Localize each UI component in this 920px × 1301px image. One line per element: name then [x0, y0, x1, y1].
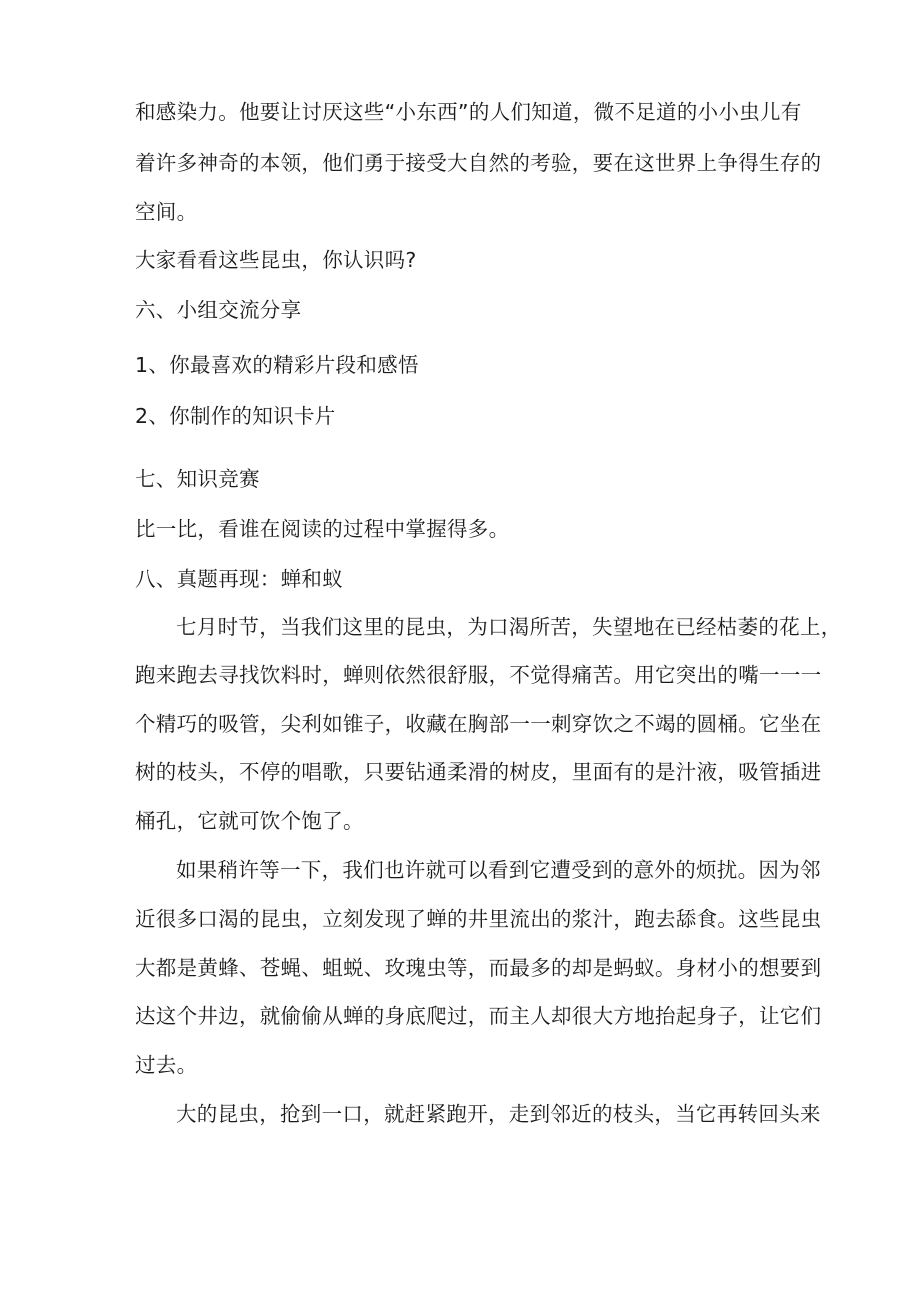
text-line: 空间。 [135, 200, 198, 224]
paragraph-line: 跑来跑去寻找饮料时，蝉则依然很舒服，不觉得痛苦。用它突出的嘴一一一 [135, 663, 822, 687]
text-line: 着许多神奇的本领，他们勇于接受大自然的考验，要在这世界上争得生存的 [135, 151, 822, 175]
list-item: 1、你最喜欢的精彩片段和感悟 [135, 353, 419, 377]
paragraph-line: 过去。 [135, 1053, 198, 1077]
paragraph-line: 大的昆虫，抢到一口，就赶紧跑开，走到邻近的枝头，当它再转回头来 [176, 1102, 821, 1126]
text-line: 和感染力。他要让讨厌这些“小东西”的人们知道，微不足道的小小虫儿有 [135, 100, 802, 124]
paragraph-line: 个精巧的吸管，尖利如锥子，收藏在胸部一一刺穿饮之不竭的圆桶。它坐在 [135, 712, 822, 736]
paragraph-line: 近很多口渴的昆虫，立刻发现了蝉的井里流出的浆汁，跑去舔食。这些昆虫 [135, 907, 822, 931]
paragraph-line: 树的枝头，不停的唱歌，只要钻通柔滑的树皮，里面有的是汁液，吸管插进 [135, 760, 822, 784]
text-line: 比一比，看谁在阅读的过程中掌握得多。 [135, 517, 510, 541]
text-line: 大家看看这些昆虫，你认识吗? [135, 248, 417, 272]
list-item: 2、你制作的知识卡片 [135, 404, 336, 428]
section-heading: 七、知识竞赛 [135, 467, 260, 491]
paragraph-line: 桶孔，它就可饮个饱了。 [135, 809, 364, 833]
paragraph-line: 达这个井边，就偷偷从蝉的身底爬过，而主人却很大方地抬起身子，让它们 [135, 1004, 822, 1028]
paragraph-line: 如果稍许等一下，我们也许就可以看到它遭受到的意外的烦扰。因为邻 [176, 858, 821, 882]
paragraph-line: 七月时节，当我们这里的昆虫，为口渴所苦，失望地在已经枯萎的花上， [176, 615, 842, 639]
section-heading: 六、小组交流分享 [135, 298, 302, 322]
paragraph-line: 大都是黄蜂、苍蝇、蛆蜕、玫瑰虫等，而最多的却是蚂蚁。身材小的想要到 [135, 956, 822, 980]
section-heading: 八、真题再现：蝉和蚁 [135, 567, 343, 591]
